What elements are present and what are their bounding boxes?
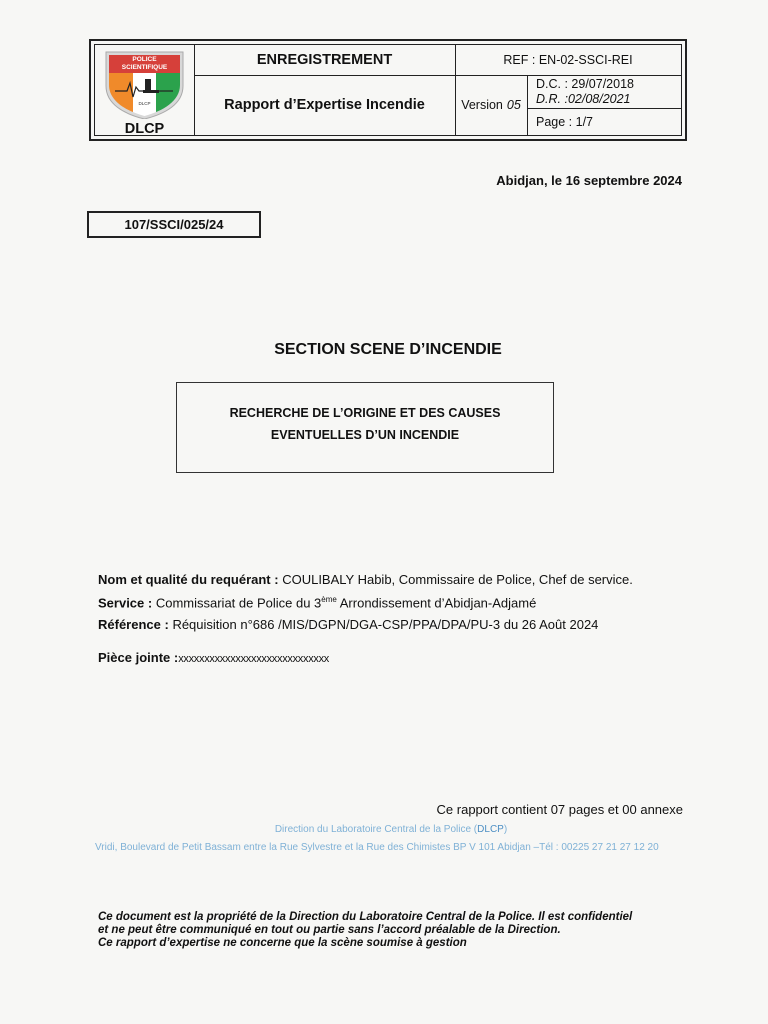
reference-label: Référence : xyxy=(98,617,169,632)
logo-top-text-line1: POLICE xyxy=(132,56,157,63)
service-value-sup: ème xyxy=(321,595,337,604)
dates-cell xyxy=(527,75,681,135)
title-cell xyxy=(194,45,456,135)
reference-number-box: 107/SSCI/025/24 xyxy=(87,211,261,238)
registration-title: ENREGISTREMENT xyxy=(194,45,455,76)
report-type: Rapport d’Expertise Incendie xyxy=(224,97,425,113)
requester-label: Nom et qualité du requérant : xyxy=(98,572,279,587)
logo-cell xyxy=(95,45,195,135)
reference-cell xyxy=(455,45,681,135)
police-scientifique-logo xyxy=(103,49,186,119)
city-date: Abidjan, le 16 septembre 2024 xyxy=(496,173,682,188)
footer-direction-prefix: Direction du Laboratoire Central de la Police ( xyxy=(274,824,478,835)
version-value: 05 xyxy=(506,98,521,112)
version-cell xyxy=(455,75,528,135)
requester-value: COULIBALY Habib, Commissaire de Police, Chef de service. xyxy=(282,572,633,587)
date-creation: D.C. : 29/07/2018 xyxy=(536,77,634,91)
service-value-start: Commissariat de Police du 3 xyxy=(155,595,322,611)
header-table xyxy=(89,39,687,141)
requester-line xyxy=(98,572,633,587)
version-label: Version xyxy=(461,98,503,112)
service-value-end: Arrondissement d’Abidjan-Adjamé xyxy=(339,595,537,611)
object-line-2: EVENTUELLES D’UN INCENDIE xyxy=(270,427,460,442)
reference-value: Réquisition n°686 /MIS/DGPN/DGA-CSP/PPA/DPA/PU-3 du 26 Août 2024 xyxy=(172,617,599,632)
logo-top-text-line2: SCIENTIFIQUE xyxy=(121,64,168,71)
disclaimer-line-1: Ce document est la propriété de la Direction du Laboratoire Central de la Police. Il est confidentiel xyxy=(98,911,633,923)
object-box xyxy=(176,382,554,473)
service-line xyxy=(98,595,536,610)
page-number: Page : 1/7 xyxy=(527,108,681,135)
logo-label: DLCP xyxy=(124,121,165,137)
service-label: Service : xyxy=(98,595,153,611)
disclaimer-line-3: Ce rapport d’expertise ne concerne que la scène soumise à gestion xyxy=(98,937,467,949)
section-title: SECTION SCENE D’INCENDIE xyxy=(274,341,502,358)
logo-inner-text: DLCP xyxy=(138,101,151,106)
reference-line xyxy=(98,617,598,632)
document-ref: REF : EN-02-SSCI-REI xyxy=(455,45,681,76)
disclaimer-line-2: et ne peut être communiqué en tout ou partie sans l’accord préalable de la Direction. xyxy=(98,924,561,936)
footer-direction-suffix: ) xyxy=(503,824,508,835)
attachment-value: xxxxxxxxxxxxxxxxxxxxxxxxxxxxx xyxy=(178,653,330,665)
attachment-label: Pièce jointe : xyxy=(98,650,179,665)
object-line-1: RECHERCHE DE L’ORIGINE ET DES CAUSES xyxy=(229,405,501,420)
footer-address: Vridi, Boulevard de Petit Bassam entre la Rue Sylvestre et la Rue des Chimistes BP V 101 Abidjan –Tél : 00225 27 21 27 12 20 xyxy=(95,842,659,853)
date-revision: D.R. :02/08/2021 xyxy=(536,92,631,106)
footer-direction xyxy=(0,824,768,835)
footer-direction-abbr: DLCP xyxy=(477,824,504,835)
attachment-line xyxy=(98,650,329,665)
content-note: Ce rapport contient 07 pages et 00 annexe xyxy=(436,802,683,817)
disclaimer xyxy=(98,911,698,950)
